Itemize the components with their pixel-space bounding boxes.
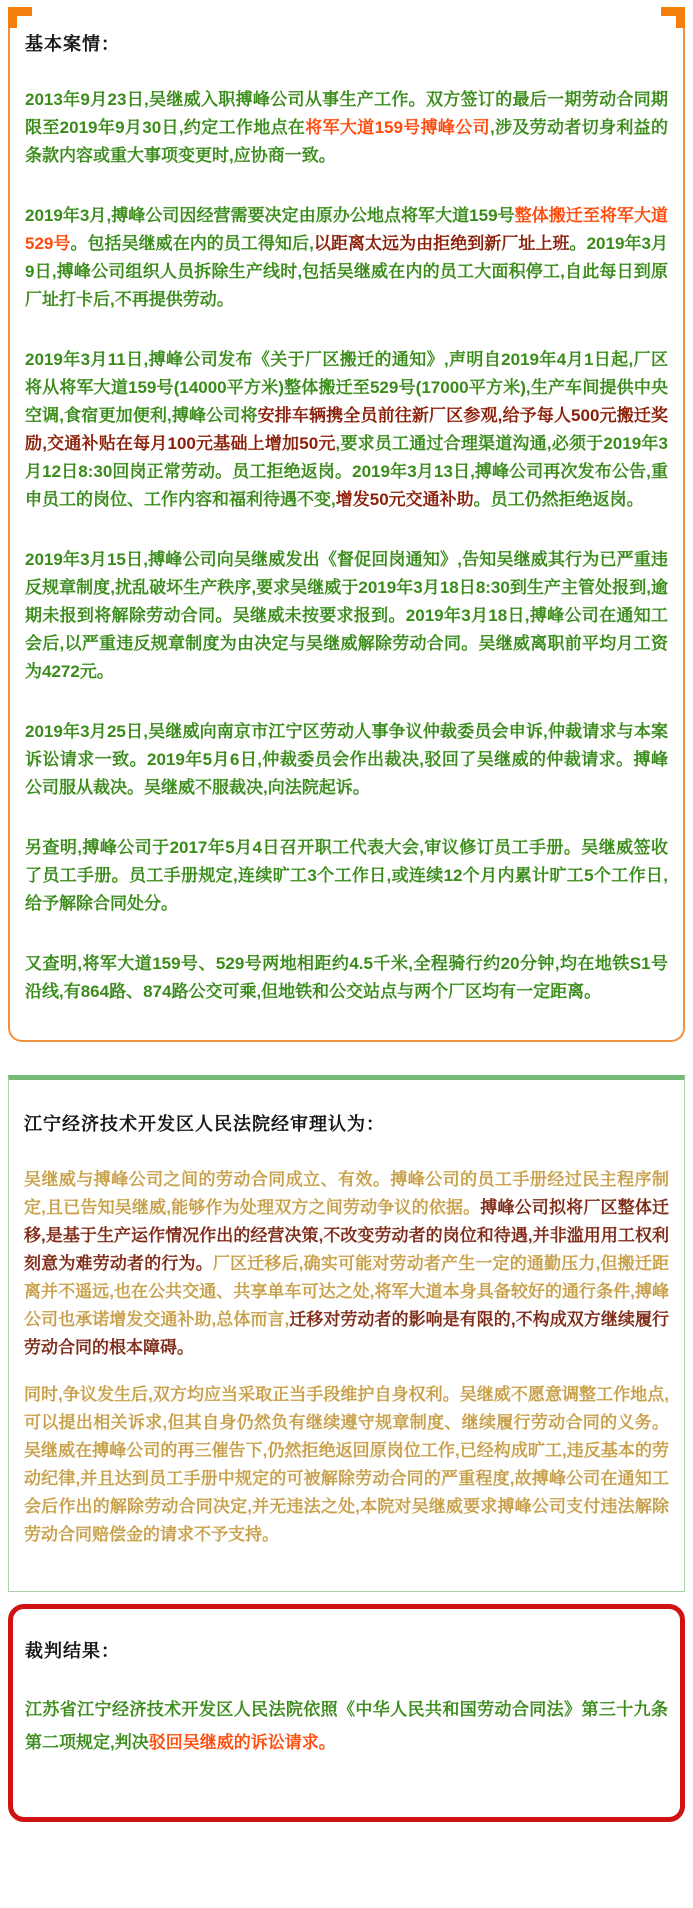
text-segment-green: 2019年3月11日,搏峰公司发布《关于厂区搬迁的通知》,声明自2019年4月1日起,厂区将从将军大道159号(14000平方米)整体搬迁至529号(17000平方米),生产车间提供中央空调,食宿更加便利,搏峰公司将	[25, 350, 668, 425]
text-segment-tan: 厂区迁移后,确实可能对劳动者产生一定的通勤压力,但搬迁距离并不遥远,也在公共交通、共享单车可达之处,将军大道本身具备较好的通行条件,搏峰公司也承诺增发交通补助,总体而言,	[24, 1254, 670, 1329]
text-segment-green: 2019年3月,搏峰公司因经营需要决定由原办公地点将军大道159号	[25, 206, 515, 225]
text-segment-green: 另查明,搏峰公司于2017年5月4日召开职工代表大会,审议修订员工手册。吴继威签收了员工手册。员工手册规定,连续旷工3个工作日,或连续12个月内累计旷工5个工作日,给予解除合同处分。	[25, 838, 668, 913]
paragraph	[25, 718, 668, 802]
paragraph	[25, 346, 668, 514]
text-segment-green: 2019年3月15日,搏峰公司向吴继威发出《督促回岗通知》,告知吴继威其行为已严重违反规章制度,扰乱破坏生产秩序,要求吴继威于2019年3月18日8:30到生产主管处报到,逾期未报到将解除劳动合同。吴继威未按要求报到。2019年3月18日,搏峰公司在通知工会后,以严重违反规章制度为由决定与吴继威解除劳动合同。吴继威离职前平均月工资为4272元。	[25, 550, 668, 681]
corner-bracket-top-left-icon	[8, 7, 32, 16]
text-segment-green: ,涉及劳动者切身利益的条款内容或重大事项变更时,应协商一致。	[25, 118, 668, 165]
case-facts-section	[8, 8, 685, 1042]
paragraph	[25, 950, 668, 1006]
article-page	[0, 8, 693, 1822]
text-segment-red: 整体搬迁至将军大道529号	[25, 206, 669, 253]
judgment-section	[8, 1604, 685, 1822]
text-segment-tan: 吴继威与搏峰公司之间的劳动合同成立、有效。搏峰公司的员工手册经过民主程序制定,且已告知吴继威,能够作为处理双方之间劳动争议的依据。	[24, 1170, 669, 1217]
text-segment-green: 又查明,将军大道159号、529号两地相距约4.5千米,全程骑行约20分钟,均在地铁S1号沿线,有864路、874路公交可乘,但地铁和公交站点与两个厂区均有一定距离。	[25, 954, 668, 1001]
court-opinion-paragraphs	[24, 1166, 669, 1549]
text-segment-green: 。员工仍然拒绝返岗。	[473, 490, 644, 509]
paragraph	[25, 834, 668, 918]
paragraph	[25, 202, 668, 314]
paragraph	[24, 1166, 669, 1362]
text-segment-red: 驳回吴继威的诉讼请求。	[148, 1733, 336, 1752]
paragraph	[24, 1381, 669, 1549]
text-segment-green: 。2019年3月9日,搏峰公司组织人员拆除生产线时,包括吴继威在内的员工大面积停工,自此每日到原厂址打卡后,不再提供劳动。	[25, 234, 668, 309]
text-segment-green: ,要求员工通过合理渠道沟通,必须于2019年3月12日8:30回岗正常劳动。员工拒绝返岗。2019年3月13日,搏峰公司再次发布公告,重申员工的岗位、工作内容和福利待遇不变,	[25, 434, 669, 509]
judgment-title: 裁判结果：	[25, 1641, 120, 1661]
text-segment-maroon: 安排车辆携全员前往新厂区参观,给予每人500元搬迁奖励,交通补贴在每月100元基础上增加50元	[25, 406, 668, 453]
text-segment-maroon: 以距离太远为由拒绝到新厂址上班	[313, 234, 570, 253]
paragraph	[25, 1693, 668, 1759]
text-segment-red: 将军大道159号搏峰公司	[305, 118, 490, 137]
case-facts-paragraphs	[25, 86, 668, 1006]
case-facts-title: 基本案情：	[25, 34, 120, 54]
text-segment-brown: 搏峰公司拟将厂区整体迁移,是基于生产运作情况作出的经营决策,不改变劳动者的岗位和待遇,并非滥用用工权利刻意为难劳动者的行为。	[24, 1198, 670, 1273]
paragraph	[25, 546, 668, 686]
text-segment-green: 江苏省江宁经济技术开发区人民法院依照《中华人民共和国劳动合同法》第三十九条第二项规定,判决	[25, 1700, 668, 1752]
court-opinion-title: 江宁经济技术开发区人民法院经审理认为：	[24, 1114, 385, 1134]
text-segment-green: 2019年3月25日,吴继威向南京市江宁区劳动人事争议仲裁委员会申诉,仲裁请求与本案诉讼请求一致。2019年5月6日,仲裁委员会作出裁决,驳回了吴继威的仲裁请求。搏峰公司服从裁决。吴继威不服裁决,向法院起诉。	[25, 722, 668, 797]
text-segment-maroon: 增发50元交通补助	[335, 490, 474, 509]
paragraph	[25, 86, 668, 170]
text-segment-tan: 同时,争议发生后,双方均应当采取正当手段维护自身权利。吴继威不愿意调整工作地点,可以提出相关诉求,但其自身仍然负有继续遵守规章制度、继续履行劳动合同的义务。吴继威在搏峰公司的再三催告下,仍然拒绝返回原岗位工作,已经构成旷工,违反基本的劳动纪律,并且达到员工手册中规定的可被解除劳动合同的严重程度,故搏峰公司在通知工会后作出的解除劳动合同决定,并无违法之处,本院对吴继威要求搏峰公司支付违法解除劳动合同赔偿金的请求不予支持。	[24, 1385, 669, 1544]
text-segment-green: 2013年9月23日,吴继威入职搏峰公司从事生产工作。双方签订的最后一期劳动合同期限至2019年9月30日,约定工作地点在	[25, 90, 668, 137]
court-opinion-section	[8, 1075, 685, 1592]
text-segment-green: 。包括吴继威在内的员工得知后,	[70, 234, 314, 253]
corner-bracket-top-right-icon	[661, 7, 685, 16]
judgment-paragraphs	[25, 1693, 668, 1759]
text-segment-brown: 迁移对劳动者的影响是有限的,不构成双方继续履行劳动合同的根本障碍。	[24, 1310, 669, 1357]
